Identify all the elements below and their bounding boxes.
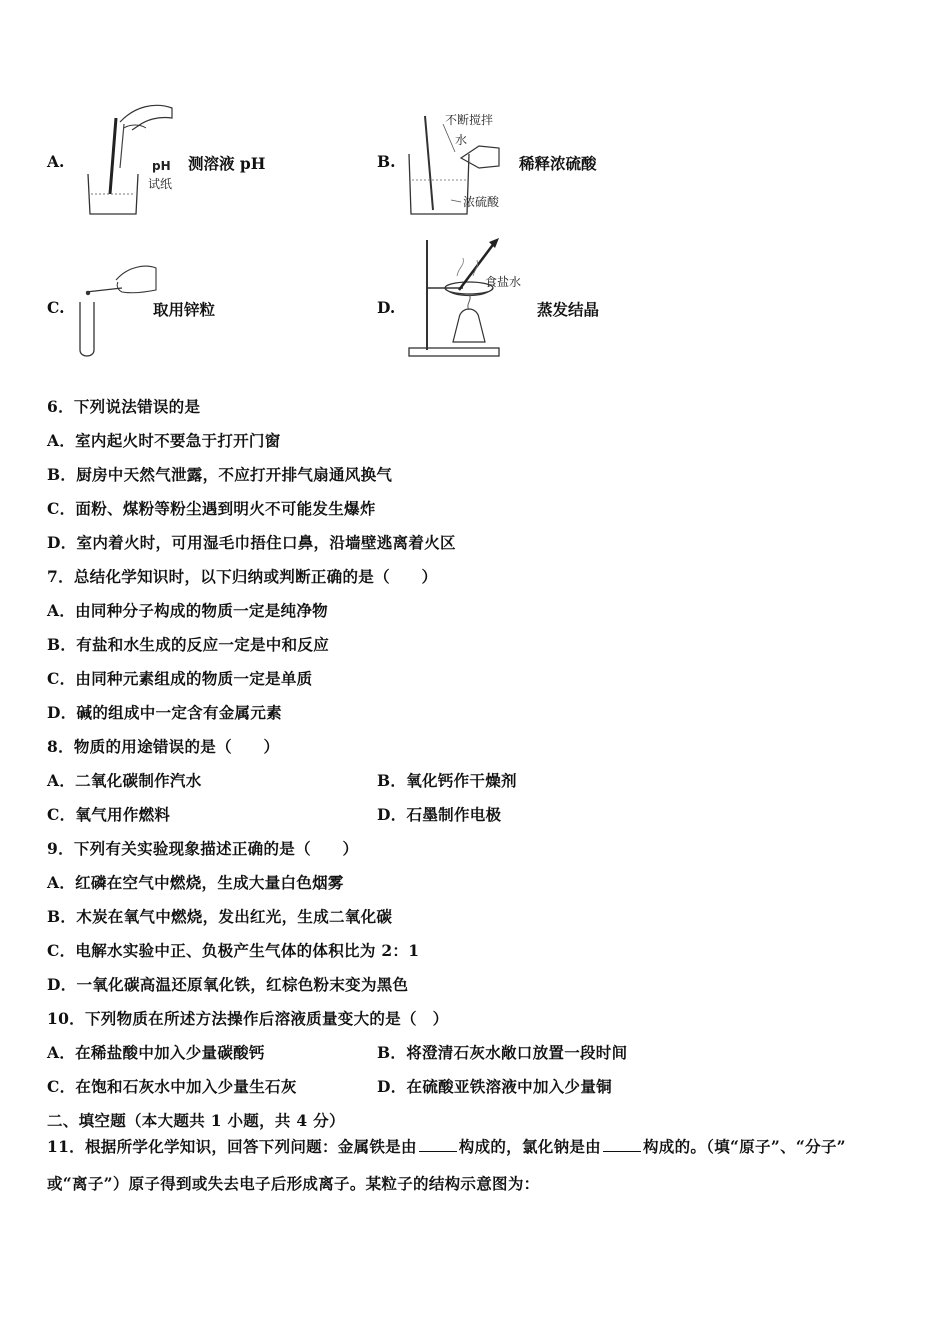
q8-option-a: A．二氧化碳制作汽水 [47, 771, 202, 790]
figure-b-label: B. [377, 152, 396, 171]
q6-option-d: D．室内着火时，可用湿毛巾捂住口鼻，沿墙壁逃离着火区 [47, 533, 456, 552]
q6-option-a: A．室内起火时不要急于打开门窗 [47, 431, 281, 450]
stir-label: 不断搅拌 [445, 113, 494, 127]
zinc-pellet-illustration [76, 262, 158, 362]
q10-option-b: B．将澄清石灰水敞口放置一段时间 [377, 1043, 628, 1062]
q8-option-d: D．石墨制作电极 [377, 805, 502, 824]
ph-inner-label: pH [152, 159, 171, 173]
q6-stem: 6．下列说法错误的是 [47, 397, 201, 416]
q6-option-c: C．面粉、煤粉等粉尘遇到明火不可能发生爆炸 [47, 499, 376, 518]
q11-part-1: 11．根据所学化学知识，回答下列问题：金属铁是由 [47, 1137, 417, 1156]
q7-option-a: A．由同种分子构成的物质一定是纯净物 [47, 601, 328, 620]
q8-option-b: B．氧化钙作干燥剂 [377, 771, 517, 790]
q9-option-c: C．电解水实验中正、负极产生气体的体积比为 2：1 [47, 941, 420, 960]
answer-blank-1[interactable] [419, 1136, 457, 1153]
figure-c-label: C. [47, 298, 65, 317]
section-heading: 二、填空题（本大题共 1 小题，共 4 分） [47, 1111, 345, 1130]
evaporation-illustration [403, 236, 525, 360]
figure-d-caption: 蒸发结晶 [537, 300, 600, 319]
q8-stem: 8．物质的用途错误的是（ ） [47, 737, 280, 756]
q7-stem: 7．总结化学知识时，以下归纳或判断正确的是（ ） [47, 567, 438, 586]
water-label: 水 [455, 133, 468, 147]
q9-option-d: D．一氧化碳高温还原氧化铁，红棕色粉末变为黑色 [47, 975, 409, 994]
q8-option-c: C．氧气用作燃料 [47, 805, 171, 824]
figure-a-label: A. [47, 152, 65, 171]
q9-stem: 9．下列有关实验现象描述正确的是（ ） [47, 839, 359, 858]
dilute-acid-illustration [403, 110, 513, 222]
answer-blank-2[interactable] [603, 1136, 641, 1153]
test-paper-label: 试纸 [148, 177, 173, 191]
q10-stem: 10．下列物质在所述方法操作后溶液质量变大的是（ ） [47, 1009, 449, 1028]
q10-option-d: D．在硫酸亚铁溶液中加入少量铜 [377, 1077, 612, 1096]
figure-a-caption: 测溶液 pH [188, 154, 266, 173]
ph-test-illustration [80, 98, 180, 220]
q7-option-d: D．碱的组成中一定含有金属元素 [47, 703, 282, 722]
q6-option-b: B．厨房中天然气泄露，不应打开排气扇通风换气 [47, 465, 393, 484]
q9-option-b: B．木炭在氧气中燃烧，发出红光，生成二氧化碳 [47, 907, 393, 926]
figure-d-label: D. [377, 298, 396, 317]
figure-c-caption: 取用锌粒 [153, 300, 216, 319]
q9-option-a: A．红磷在空气中燃烧，生成大量白色烟雾 [47, 873, 344, 892]
conc-acid-label: 浓硫酸 [463, 195, 500, 209]
q7-option-c: C．由同种元素组成的物质一定是单质 [47, 669, 313, 688]
salt-water-label: 食盐水 [485, 275, 522, 289]
q10-option-a: A．在稀盐酸中加入少量碳酸钙 [47, 1043, 265, 1062]
q10-option-c: C．在饱和石灰水中加入少量生石灰 [47, 1077, 297, 1096]
figure-b-caption: 稀释浓硫酸 [519, 154, 597, 173]
q11-line-1 [47, 1135, 846, 1157]
q11-line-2: 或“离子”）原子得到或失去电子后形成离子。某粒子的结构示意图为： [47, 1174, 540, 1193]
q11-part-2: 构成的，氯化钠是由 [458, 1137, 601, 1156]
q11-part-3: 构成的。（填“原子”、“分子” [642, 1137, 846, 1156]
q7-option-b: B．有盐和水生成的反应一定是中和反应 [47, 635, 330, 654]
